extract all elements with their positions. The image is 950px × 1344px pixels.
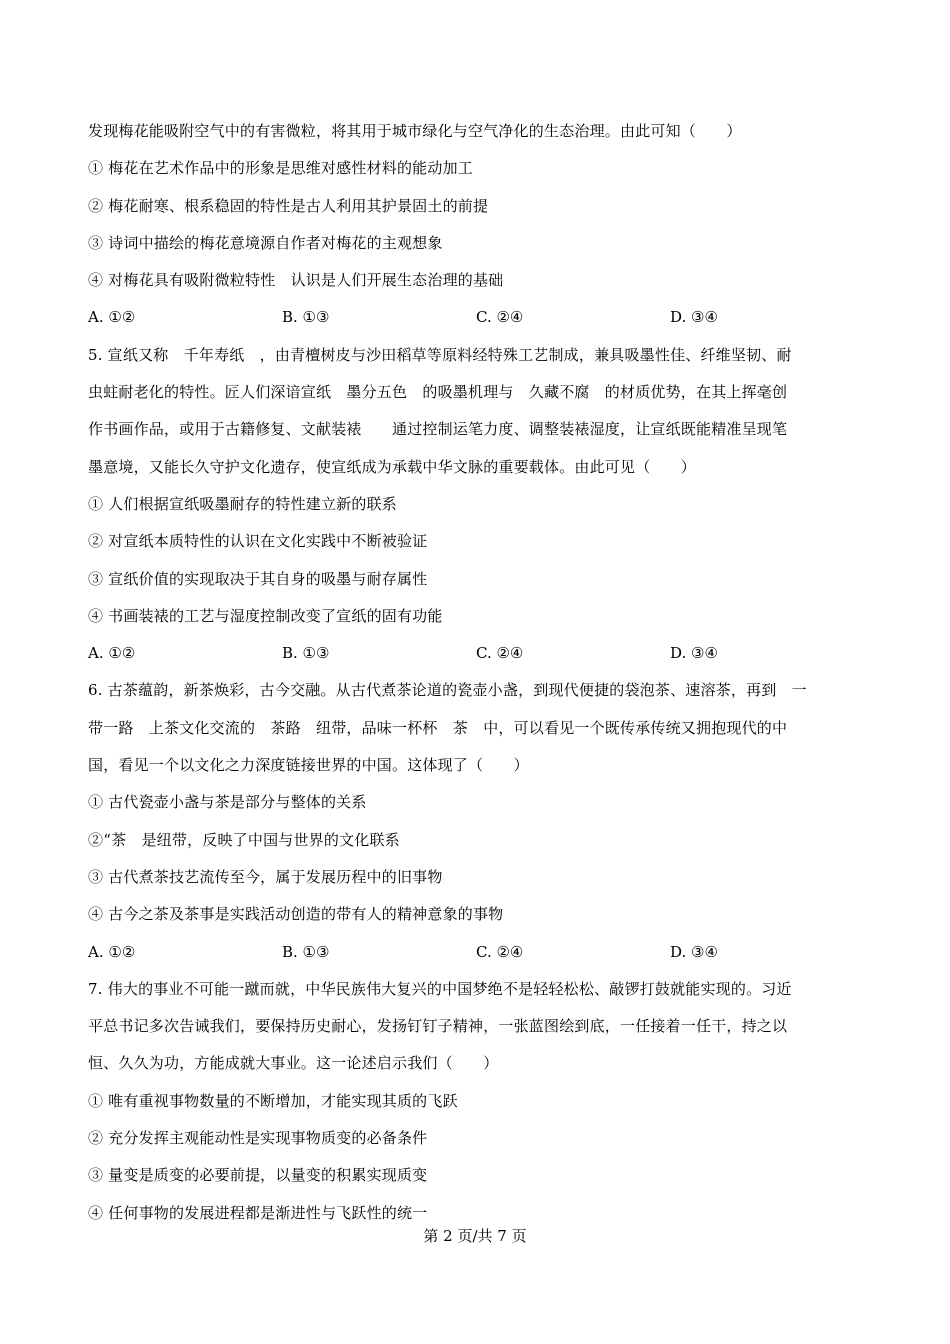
question-5-stem-line-3: 作书画作品，或用于古籍修复、文献装裱 通过控制运笔力度、调整装裱湿度，让宣纸既能精准呈现笔 — [88, 420, 788, 439]
choice-a: A. ①② — [88, 942, 136, 961]
question-4-option-1: ① 梅花在艺术作品中的形象是思维对感性材料的能动加工 — [88, 159, 473, 178]
choice-a: A. ①② — [88, 644, 136, 663]
choice-a: A. ①② — [88, 308, 136, 327]
choice-b: B. ①③ — [282, 308, 330, 327]
question-5-option-4: ④ 书画装裱的工艺与湿度控制改变了宣纸的固有功能 — [88, 606, 443, 625]
choice-d: D. ③④ — [670, 942, 718, 961]
question-6-stem-line-3: 国，看见一个以文化之力深度链接世界的中国。这体现了（ ） — [88, 756, 529, 775]
question-7-option-3: ③ 量变是质变的必要前提，以量变的积累实现质变 — [88, 1166, 428, 1185]
choice-b: B. ①③ — [282, 644, 330, 663]
question-6-option-2: ②“茶 是纽带，反映了中国与世界的文化联系 — [88, 830, 400, 849]
question-6 — [88, 672, 864, 970]
question-7-stem-line-2: 平总书记多次告诫我们，要保持历史耐心，发扬钉钉子精神，一张蓝图绘到底，一任接着一任干，持之以 — [88, 1017, 788, 1036]
question-5-choices — [88, 635, 864, 672]
question-4-stem: 发现梅花能吸附空气中的有害微粒，将其用于城市绿化与空气净化的生态治理。由此可知（ ） — [88, 122, 742, 140]
choice-b: B. ①③ — [282, 942, 330, 961]
question-4-option-3: ③ 诗词中描绘的梅花意境源自作者对梅花的主观想象 — [88, 233, 443, 252]
choice-c: C. ②④ — [476, 942, 524, 961]
page-footer — [0, 1226, 950, 1246]
question-5-option-1: ① 人们根据宣纸吸墨耐存的特性建立新的联系 — [88, 494, 397, 513]
question-5-stem-line-2: 虫蛀耐老化的特性。匠人们深谙宣纸 墨分五色 的吸墨机理与 久藏不腐 的材质优势，在其上挥毫创 — [88, 383, 788, 402]
question-4-choices — [88, 299, 864, 336]
choice-d: D. ③④ — [670, 644, 718, 663]
choice-c: C. ②④ — [476, 308, 524, 327]
page-number: 第 2 页/共 7 页 — [423, 1227, 527, 1245]
question-6-stem-line-2: 带一路 上茶文化交流的 茶路 纽带，品味一杯杯 茶 中，可以看见一个既传承传统又拥抱现代的中 — [88, 718, 788, 737]
question-4 — [88, 113, 864, 337]
question-5-stem-line-1: 5. 宣纸又称 千年寿纸 ，由青檀树皮与沙田稻草等原料经特殊工艺制成，兼具吸墨性佳、纤维坚韧、耐 — [88, 345, 792, 364]
question-7 — [88, 971, 864, 1232]
choice-c: C. ②④ — [476, 644, 524, 663]
page-content — [88, 113, 864, 1232]
question-4-option-2: ② 梅花耐寒、根系稳固的特性是古人利用其护景固土的前提 — [88, 196, 489, 215]
question-4-option-4: ④ 对梅花具有吸附微粒特性 认识是人们开展生态治理的基础 — [88, 271, 504, 290]
question-7-stem-line-1: 7. 伟大的事业不可能一蹴而就，中华民族伟大复兴的中国梦绝不是轻轻松松、敲锣打鼓就能实现的。习近 — [88, 979, 792, 998]
question-7-option-1: ① 唯有重视事物数量的不断增加，才能实现其质的飞跃 — [88, 1091, 458, 1110]
question-6-choices — [88, 934, 864, 971]
question-5 — [88, 337, 864, 673]
question-6-option-1: ① 古代瓷壶小盏与茶是部分与整体的关系 — [88, 793, 367, 812]
question-6-option-4: ④ 古今之茶及茶事是实践活动创造的带有人的精神意象的事物 — [88, 905, 504, 924]
question-5-option-2: ② 对宣纸本质特性的认识在文化实践中不断被验证 — [88, 532, 428, 551]
question-6-stem-line-1: 6. 古茶蕴韵，新茶焕彩，古今交融。从古代煮茶论道的瓷壶小盏，到现代便捷的袋泡茶、速溶茶，再到 一 — [88, 681, 807, 700]
question-7-option-2: ② 充分发挥主观能动性是实现事物质变的必备条件 — [88, 1129, 428, 1148]
question-7-stem-line-3: 恒、久久为功，方能成就大事业。这一论述启示我们（ ） — [88, 1054, 499, 1073]
question-7-option-4: ④ 任何事物的发展进程都是渐进性与飞跃性的统一 — [88, 1203, 428, 1222]
choice-d: D. ③④ — [670, 308, 718, 327]
question-5-stem-line-4: 墨意境，又能长久守护文化遗存，使宣纸成为承载中华文脉的重要载体。由此可见（ ） — [88, 457, 697, 476]
question-5-option-3: ③ 宣纸价值的实现取决于其自身的吸墨与耐存属性 — [88, 569, 428, 588]
question-6-option-3: ③ 古代煮茶技艺流传至今，属于发展历程中的旧事物 — [88, 867, 443, 886]
